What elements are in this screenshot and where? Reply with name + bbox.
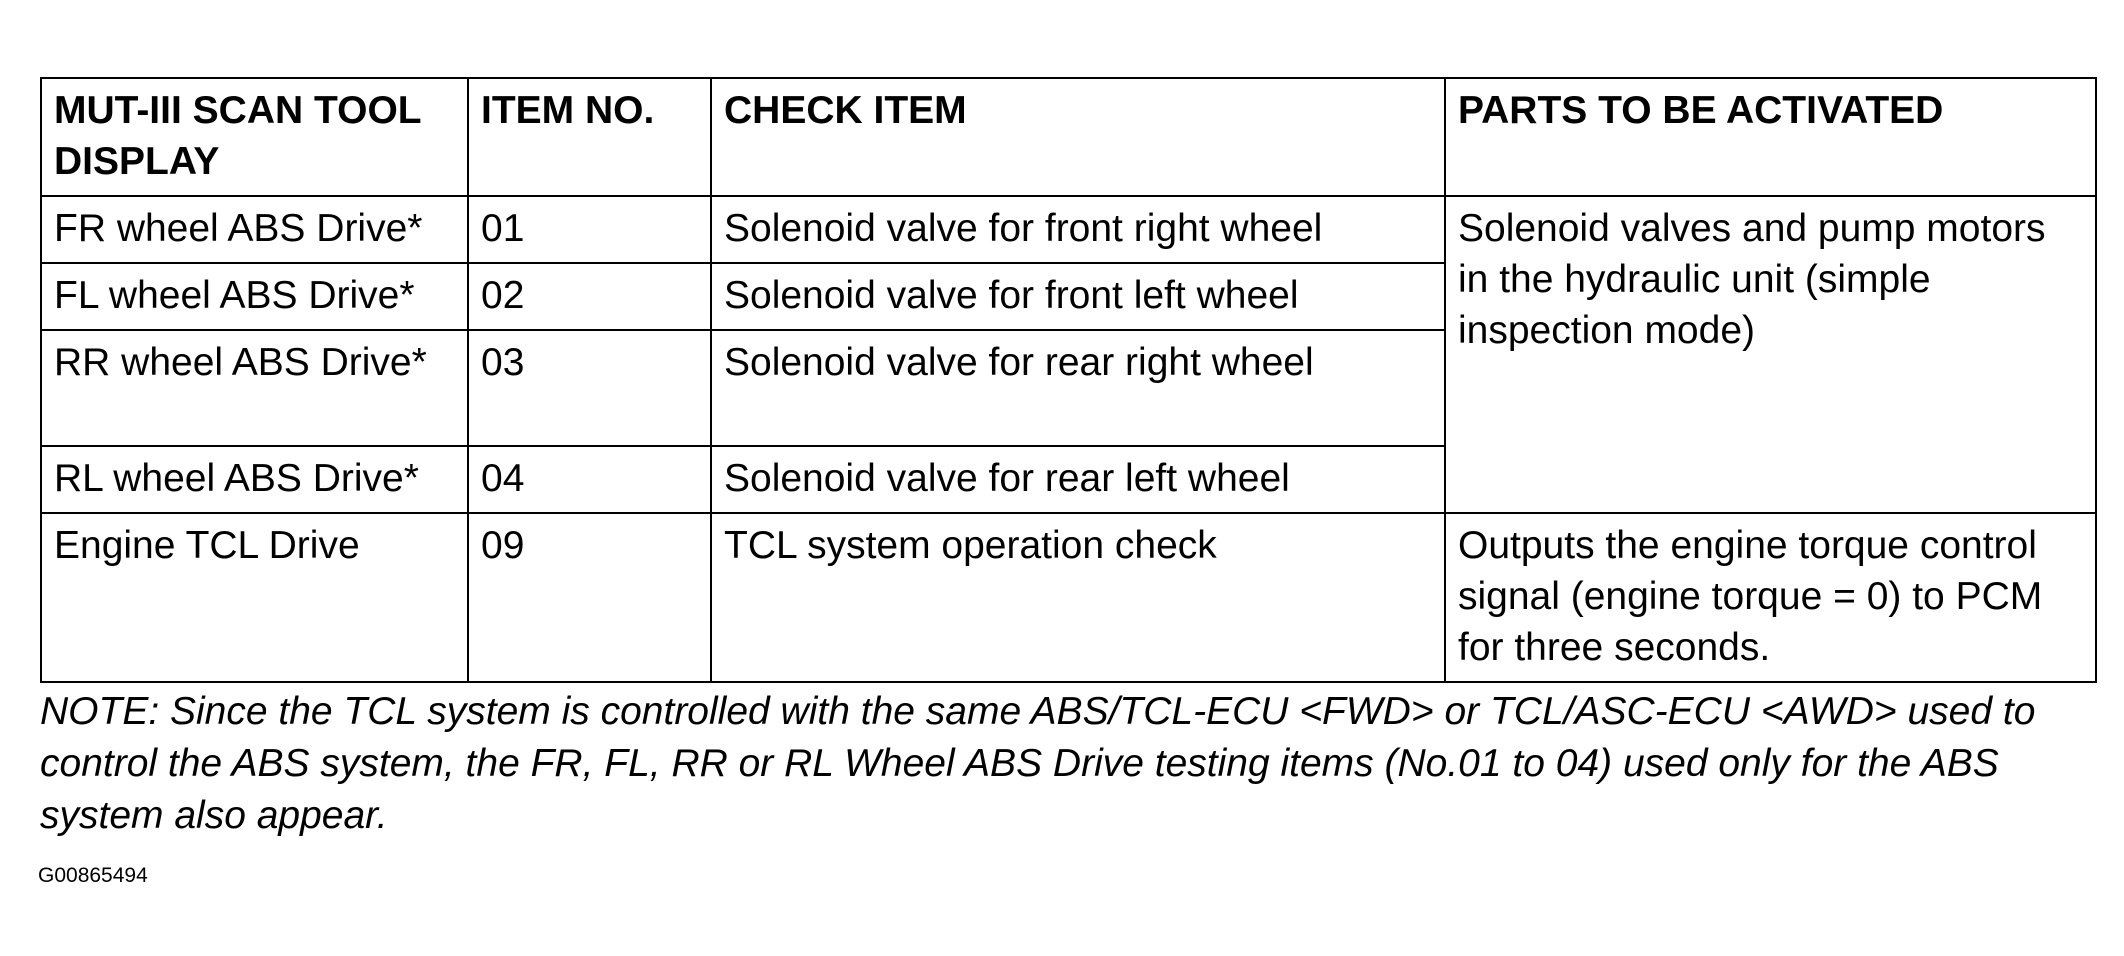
cell-abs-parts-merged: Solenoid valves and pump motors in the hydraulic unit (simple inspection mode): [1445, 196, 2096, 513]
cell-display: FR wheel ABS Drive*: [41, 196, 468, 263]
cell-display: RR wheel ABS Drive*: [41, 330, 468, 446]
header-parts-to-be-activated: PARTS TO BE ACTIVATED: [1445, 78, 2096, 196]
table-header-row: [41, 78, 2096, 196]
header-check-item: CHECK ITEM: [711, 78, 1445, 196]
table-row: [41, 196, 2096, 263]
cell-check-item: TCL system operation check: [711, 513, 1445, 682]
cell-check-item: Solenoid valve for rear left wheel: [711, 446, 1445, 513]
actuator-test-table: [40, 77, 2097, 683]
figure-id: G00865494: [38, 864, 148, 887]
cell-check-item: Solenoid valve for front left wheel: [711, 263, 1445, 330]
cell-item-no: 04: [468, 446, 711, 513]
cell-display: FL wheel ABS Drive*: [41, 263, 468, 330]
header-item-no: ITEM NO.: [468, 78, 711, 196]
cell-item-no: 09: [468, 513, 711, 682]
cell-display: Engine TCL Drive: [41, 513, 468, 682]
cell-item-no: 01: [468, 196, 711, 263]
cell-item-no: 03: [468, 330, 711, 446]
cell-item-no: 02: [468, 263, 711, 330]
cell-check-item: Solenoid valve for front right wheel: [711, 196, 1445, 263]
actuator-test-table-container: [40, 77, 2097, 683]
cell-display: RL wheel ABS Drive*: [41, 446, 468, 513]
header-scan-tool-display: MUT-III SCAN TOOL DISPLAY: [41, 78, 468, 196]
table-row: [41, 513, 2096, 682]
cell-check-item: Solenoid valve for rear right wheel: [711, 330, 1445, 446]
cell-parts: Outputs the engine torque control signal (engine torque = 0) to PCM for three seconds.: [1445, 513, 2096, 682]
table-note: NOTE: Since the TCL system is controlled with the same ABS/TCL-ECU <FWD> or TCL/ASC-ECU <AWD> used to control the ABS system, the FR, FL, RR or RL Wheel ABS Drive testing items (No.01 to 04) used only for the ABS system also appear.: [40, 690, 2036, 837]
